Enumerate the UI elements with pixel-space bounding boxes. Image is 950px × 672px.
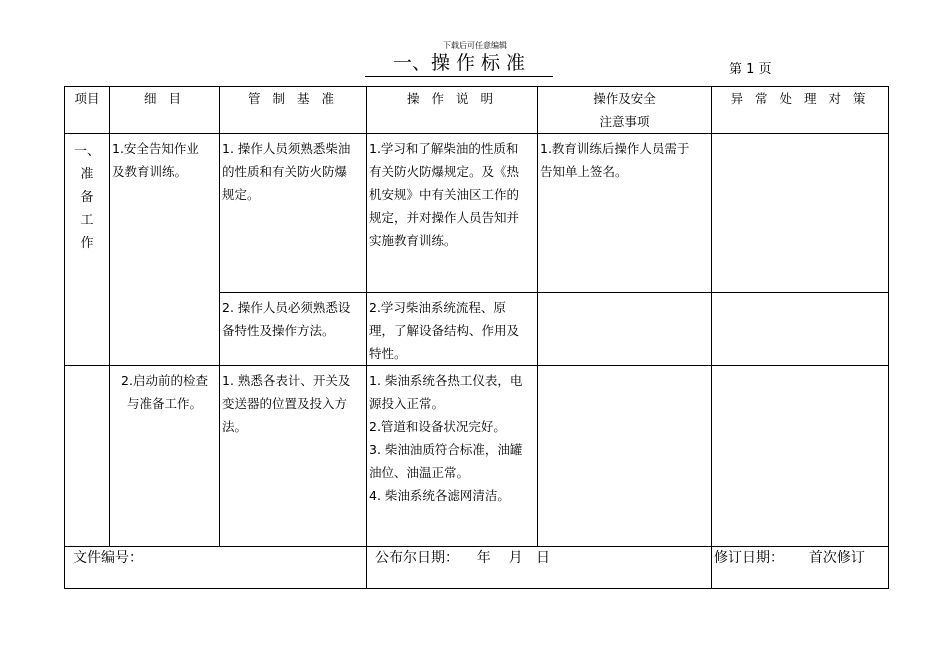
cell-line: 的性质和有关防火防爆: [222, 164, 348, 179]
safety-cell: [538, 366, 712, 547]
cell-line: 1.学习和了解柴油的性质和: [369, 141, 519, 156]
detail-cell: [110, 134, 220, 366]
cell-line: 实施教育训练。: [369, 233, 457, 248]
section-cell: [65, 134, 110, 366]
header-safety-line1: 操作及安全: [593, 91, 656, 106]
cell-line: 1. 操作人员须熟悉柴油: [222, 141, 351, 156]
revision-value: 首次修订: [808, 550, 865, 566]
standard-cell: [220, 293, 367, 366]
doc-number-cell: 文件编号：: [65, 547, 367, 589]
header-standard: 管 制 基 准: [220, 87, 367, 134]
cell-line: 法。: [222, 419, 248, 434]
section-line: 工: [80, 213, 94, 228]
cell-line: 1. 柴油系统各热工仪表，电: [369, 373, 523, 388]
header-exception: 异 常 处 理 对 策: [712, 87, 889, 134]
section-line: 准: [80, 167, 94, 182]
cell-line: 理，了解设备结构、作用及: [369, 323, 520, 338]
cell-line: 4. 柴油系统各滤网清洁。: [369, 488, 510, 503]
section-line: 作: [80, 236, 94, 251]
cell-line: 2.启动前的检查: [121, 373, 208, 388]
page-title: 一、操 作 标 准: [365, 50, 553, 77]
revision-cell: [712, 547, 889, 589]
table-row: [65, 366, 889, 547]
section-line: 备: [80, 190, 94, 205]
cell-line: 机安规》中有关油区工作的: [369, 187, 520, 202]
cell-line: 2. 操作人员必须熟悉设: [222, 300, 351, 315]
cell-line: 1.教育训练后操作人员需于: [540, 141, 690, 156]
cell-line: 有关防火防爆规定。及《热: [369, 164, 520, 179]
operation-cell: [367, 366, 538, 547]
header-safety-line2: 注意事项: [599, 114, 650, 129]
operation-cell: [367, 293, 538, 366]
cell-line: 备特性及操作方法。: [222, 323, 335, 338]
header-safety: [538, 87, 712, 134]
cell-line: 及教育训练。: [112, 164, 188, 179]
cell-line: 2.管道和设备状况完好。: [369, 419, 506, 434]
cell-line: 1. 熟悉各表计、开关及: [222, 373, 351, 388]
operation-standard-table: [64, 86, 889, 589]
exception-cell: [712, 134, 889, 293]
standard-cell: [220, 134, 367, 293]
header-note: 下载后可任意编辑: [443, 41, 507, 50]
footer-row: [65, 547, 889, 589]
header-item: 项目: [65, 87, 110, 134]
section-cell-empty: [65, 366, 110, 547]
cell-line: 源投入正常。: [369, 396, 445, 411]
safety-cell: [538, 293, 712, 366]
cell-line: 规定，并对操作人员告知并: [369, 210, 520, 225]
safety-cell: [538, 134, 712, 293]
cell-line: 告知单上签名。: [540, 164, 628, 179]
standard-cell: [220, 366, 367, 547]
header-operation: 操 作 说 明: [367, 87, 538, 134]
revision-label: 修订日期：: [714, 550, 784, 566]
header-row: [65, 87, 889, 134]
section-line: 一、: [73, 144, 100, 159]
cell-line: 2.学习柴油系统流程、原: [369, 300, 506, 315]
cell-line: 特性。: [369, 346, 407, 361]
exception-cell: [712, 366, 889, 547]
publish-date-cell: 公布尔日期： 年 月 日: [367, 547, 712, 589]
operation-cell: [367, 134, 538, 293]
detail-cell: [110, 366, 220, 547]
cell-line: 变送器的位置及投入方: [222, 396, 348, 411]
cell-line: 1.安全告知作业: [112, 141, 199, 156]
cell-line: 规定。: [222, 187, 260, 202]
table-row: [65, 134, 889, 293]
exception-cell: [712, 293, 889, 366]
cell-line: 油位、油温正常。: [369, 465, 470, 480]
cell-line: 3. 柴油油质符合标准，油罐: [369, 442, 523, 457]
header-detail: 细 目: [110, 87, 220, 134]
cell-line: 与准备工作。: [126, 396, 202, 411]
page-number: 第 1 页: [729, 62, 772, 77]
